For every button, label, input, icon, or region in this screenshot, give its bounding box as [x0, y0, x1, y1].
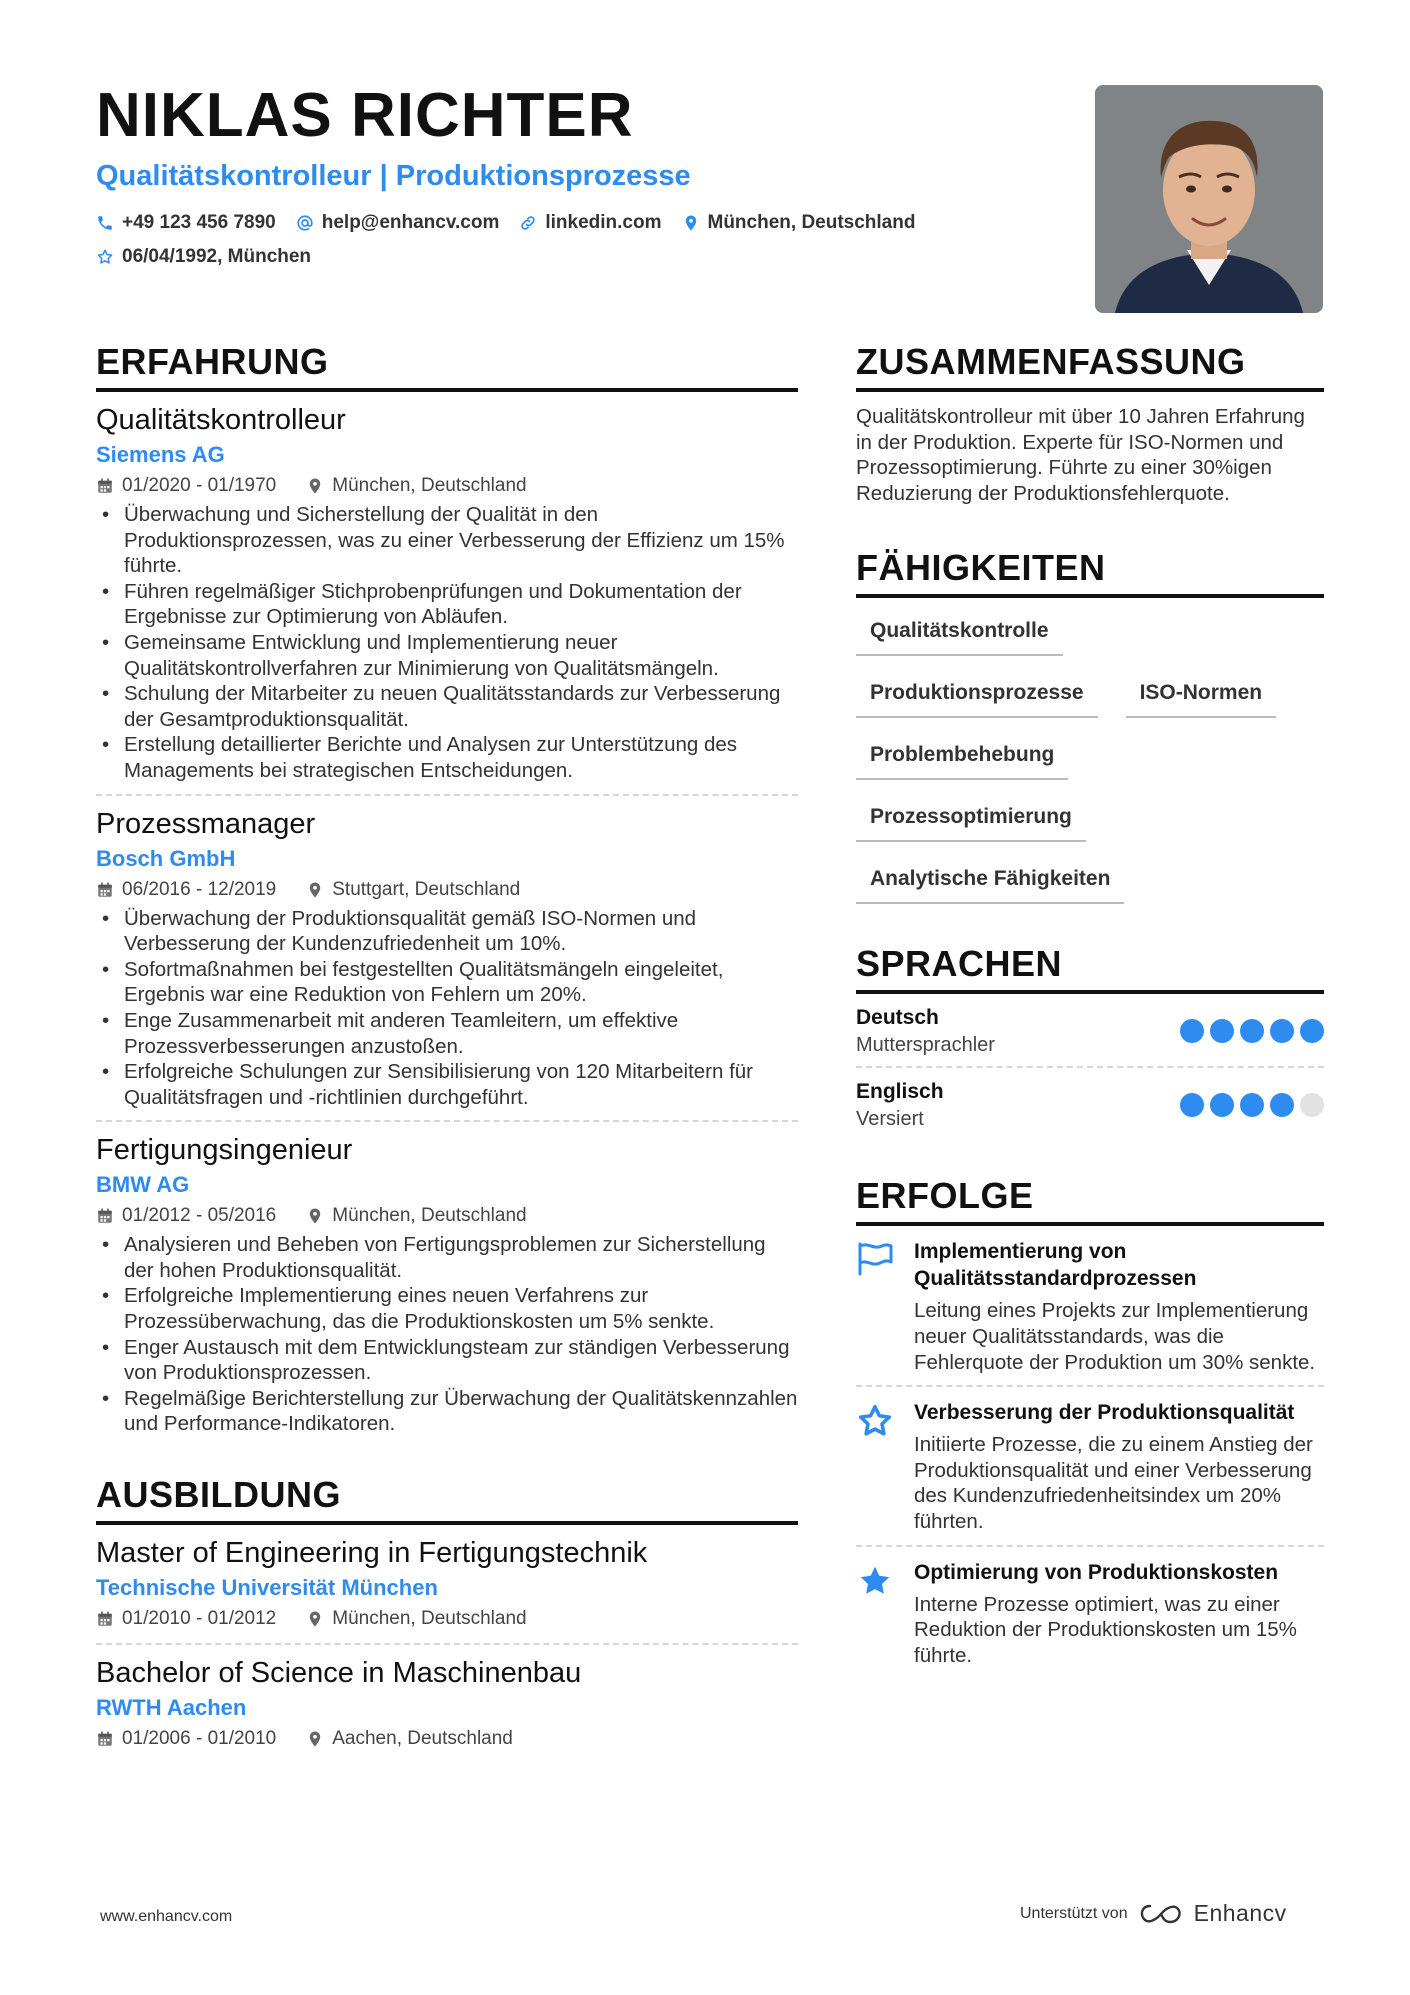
job-dates: [96, 1202, 276, 1230]
education-dates: [96, 1725, 276, 1753]
company-name: BMW AG: [96, 1172, 190, 1198]
job-dates: [96, 876, 276, 904]
bullet: • Enge Zusammenarbeit mit anderen Teamleitern, um effektive Prozessverbesserungen anzustoßen.: [96, 1008, 798, 1059]
education-section-title: AUSBILDUNG: [96, 1473, 798, 1525]
achievement-icon-wrap: [856, 1399, 898, 1534]
location-text: München, Deutschland: [332, 475, 527, 496]
skill-tag: Produktionsprozesse: [856, 674, 1098, 718]
bullet: • Gemeinsame Entwicklung und Implementierung neuer Qualitätskontrollverfahren zur Minimierung von Qualitätsmängeln.: [96, 630, 798, 681]
language-rating: [1180, 1093, 1324, 1117]
language-level: Versiert: [856, 1108, 924, 1131]
contact-info: [96, 210, 1036, 270]
resume-header: [96, 82, 1076, 270]
at-icon: [296, 214, 314, 232]
achievement-desc: Initiierte Prozesse, die zu einem Anstieg der Produktionsqualität und einer Verbesserung des Kundenzufriedenheitsindex um 20% führten.: [914, 1433, 1313, 1533]
language-item: [856, 1068, 1324, 1140]
experience-entry: [96, 796, 798, 1123]
language-level: Muttersprachler: [856, 1034, 995, 1057]
phone-icon: [96, 214, 114, 232]
location-pin-icon: [306, 1610, 324, 1628]
achievement-desc: Leitung eines Projekts zur Implementierung neuer Qualitätsstandards, was die Fehlerquote der Produktion um 30% senkte.: [914, 1299, 1316, 1374]
education-meta: [96, 1605, 798, 1633]
location-pin-icon: [682, 214, 700, 232]
job-meta: [96, 1202, 798, 1230]
job-title: Qualitätskontrolleur: [96, 404, 346, 436]
language-item: [856, 994, 1324, 1068]
experience-section-title: ERFAHRUNG: [96, 340, 798, 392]
job-meta: [96, 472, 798, 500]
calendar-icon: [96, 881, 114, 899]
degree-title: Bachelor of Science in Maschinenbau: [96, 1657, 582, 1690]
achievements-section-title: ERFOLGE: [856, 1174, 1324, 1226]
skill-tag: Problembehebung: [856, 736, 1068, 780]
job-bullets: [96, 1232, 798, 1437]
rating-dot-filled: [1240, 1093, 1264, 1117]
contact-birth: [96, 244, 311, 270]
location-pin-icon: [306, 477, 324, 495]
email-text: help@enhancv.com: [321, 212, 500, 233]
summary-text: Qualitätskontrolleur mit über 10 Jahren Erfahrung in der Produktion. Experte für ISO-Normen und Prozessoptimierung. Führte zu einer 30%igen Reduzierung der Produktionsfehlerquote.: [856, 405, 1305, 505]
phone-text: +49 123 456 7890: [122, 212, 276, 233]
education-entry: [96, 1525, 798, 1645]
degree-title: Master of Engineering in Fertigungstechnik: [96, 1537, 648, 1570]
education-meta: [96, 1725, 798, 1753]
dates-text: 01/2020 - 01/1970: [122, 475, 277, 496]
rating-dot-filled: [1180, 1019, 1204, 1043]
rating-dot-filled: [1210, 1019, 1234, 1043]
bullet: • Regelmäßige Berichterstellung zur Überwachung der Qualitätskennzahlen und Performance-Indikatoren.: [96, 1386, 798, 1437]
achievement-title: Optimierung von Produktionskosten: [914, 1560, 1279, 1584]
rating-dot-filled: [1210, 1093, 1234, 1117]
achievement-desc: Interne Prozesse optimiert, was zu einer Reduktion der Produktionskosten um 15% führte.: [914, 1592, 1297, 1667]
experience-entry: [96, 392, 798, 796]
summary-section-title: ZUSAMMENFASSUNG: [856, 340, 1324, 392]
calendar-icon: [96, 1207, 114, 1225]
skills-list: [856, 612, 1324, 904]
achievement-item: [856, 1387, 1324, 1546]
contact-location: [682, 210, 916, 236]
dates-text: 01/2012 - 05/2016: [122, 1205, 277, 1227]
location-text: München, Deutschland: [332, 1205, 527, 1227]
achievement-item: [856, 1547, 1324, 1679]
brand-name[interactable]: Enhancv: [1193, 1900, 1287, 1926]
achievement-title: Implementierung von Qualitätsstandardprozessen: [914, 1240, 1197, 1291]
location-text: München, Deutschland: [332, 1608, 527, 1630]
company-name: Siemens AG: [96, 442, 225, 467]
skill-tag: Analytische Fähigkeiten: [856, 860, 1124, 904]
location-text: Aachen, Deutschland: [332, 1728, 513, 1750]
contact-phone[interactable]: [96, 210, 276, 236]
achievement-icon-wrap: [856, 1559, 898, 1669]
job-location: [306, 472, 526, 500]
skills-section-title: FÄHIGKEITEN: [856, 546, 1324, 598]
job-bullets: [96, 906, 798, 1111]
education-location: [306, 1725, 513, 1753]
contact-email[interactable]: [296, 210, 500, 236]
bullet: • Erfolgreiche Implementierung eines neuen Verfahrens zur Prozessüberwachung, das die Produktionskosten um 5% senkte.: [96, 1283, 798, 1334]
calendar-icon: [96, 1730, 114, 1748]
bullet: • Erstellung detaillierter Berichte und Analysen zur Unterstützung des Managements bei strategischen Entscheidungen.: [96, 732, 798, 783]
location-text: München, Deutschland: [707, 212, 916, 233]
job-location: [306, 876, 520, 904]
job-bullets: [96, 502, 798, 784]
enhancv-logo-icon: [1138, 1902, 1184, 1926]
avatar: [1095, 85, 1323, 313]
dates-text: 06/2016 - 12/2019: [122, 878, 277, 900]
achievement-title: Verbesserung der Produktionsqualität: [914, 1401, 1295, 1425]
job-title: Fertigungsingenieur: [96, 1134, 353, 1167]
skill-tag: Prozessoptimierung: [856, 798, 1086, 842]
rating-dot-filled: [1300, 1019, 1324, 1043]
education-dates: [96, 1605, 276, 1633]
left-column: [96, 340, 798, 1763]
star-outline-icon: [96, 248, 114, 266]
rating-dot-filled: [1240, 1019, 1264, 1043]
powered-by-text: Unterstützt von: [1020, 1904, 1128, 1922]
skill-tag: ISO-Normen: [1126, 674, 1277, 718]
birth-text: 06/04/1992, München: [122, 246, 312, 267]
calendar-icon: [96, 1610, 114, 1628]
dates-text: 01/2006 - 01/2010: [122, 1728, 277, 1750]
profile-photo: [1095, 85, 1323, 313]
school-name: Technische Universität München: [96, 1575, 438, 1601]
bullet: • Sofortmaßnahmen bei festgestellten Qualitätsmängeln eingeleitet, Ergebnis war eine Reduktion von Fehlern um 20%.: [96, 957, 798, 1008]
location-pin-icon: [306, 881, 324, 899]
footer-powered-by: [1020, 1900, 1287, 1927]
bullet: • Analysieren und Beheben von Fertigungsproblemen zur Sicherstellung der hohen Produktionsqualität.: [96, 1232, 798, 1283]
rating-dot-filled: [1180, 1093, 1204, 1117]
rating-dot-filled: [1270, 1093, 1294, 1117]
experience-entry: [96, 1122, 798, 1447]
location-text: Stuttgart, Deutschland: [332, 878, 521, 900]
bullet: • Überwachung der Produktionsqualität gemäß ISO-Normen und Verbesserung der Kundenzufriedenheit um 10%.: [96, 906, 798, 957]
location-pin-icon: [306, 1207, 324, 1225]
candidate-name: NIKLAS RICHTER: [96, 81, 634, 150]
skill-tag: Qualitätskontrolle: [856, 612, 1063, 656]
star-outline-icon: [856, 1403, 894, 1439]
bullet: • Schulung der Mitarbeiter zu neuen Qualitätsstandards zur Verbesserung der Gesamtproduktionsqualität.: [96, 681, 798, 732]
dates-text: 01/2010 - 01/2012: [122, 1608, 277, 1630]
job-title: Prozessmanager: [96, 807, 316, 840]
rating-dot-empty: [1300, 1093, 1324, 1117]
education-location: [306, 1605, 526, 1633]
linkedin-text: linkedin.com: [545, 212, 662, 233]
star-filled-icon: [856, 1563, 894, 1599]
bullet: • Erfolgreiche Schulungen zur Sensibilisierung von 120 Mitarbeitern für Qualitätsfragen und -richtlinien durchgeführt.: [96, 1059, 798, 1110]
achievement-icon-wrap: [856, 1238, 898, 1375]
bullet: • Enger Austausch mit dem Entwicklungsteam zur ständigen Verbesserung von Produktionsprozessen.: [96, 1335, 798, 1386]
language-name: Englisch: [856, 1080, 944, 1104]
contact-linkedin[interactable]: [519, 210, 661, 236]
rating-dot-filled: [1270, 1019, 1294, 1043]
achievement-item: [856, 1226, 1324, 1387]
flag-icon: [856, 1242, 894, 1276]
language-rating: [1180, 1019, 1324, 1043]
job-location: [306, 1202, 526, 1230]
right-column: [856, 340, 1324, 1678]
calendar-icon: [96, 477, 114, 495]
location-pin-icon: [306, 1730, 324, 1748]
bullet: • Überwachung und Sicherstellung der Qualität in den Produktionsprozessen, was zu einer Verbesserung der Effizienz um 15% führte.: [96, 502, 798, 579]
link-icon: [519, 214, 537, 232]
school-name: RWTH Aachen: [96, 1695, 247, 1721]
candidate-subtitle: Qualitätskontrolleur | Produktionsprozesse: [96, 160, 691, 192]
footer-website[interactable]: www.enhancv.com: [100, 1908, 233, 1925]
language-name: Deutsch: [856, 1006, 939, 1030]
job-meta: [96, 876, 798, 904]
bullet: • Führen regelmäßiger Stichprobenprüfungen und Dokumentation der Ergebnisse zur Optimierung von Abläufen.: [96, 579, 798, 630]
company-name: Bosch GmbH: [96, 845, 236, 871]
job-dates: [96, 472, 276, 500]
education-entry: [96, 1645, 798, 1763]
languages-section-title: SPRACHEN: [856, 942, 1324, 994]
